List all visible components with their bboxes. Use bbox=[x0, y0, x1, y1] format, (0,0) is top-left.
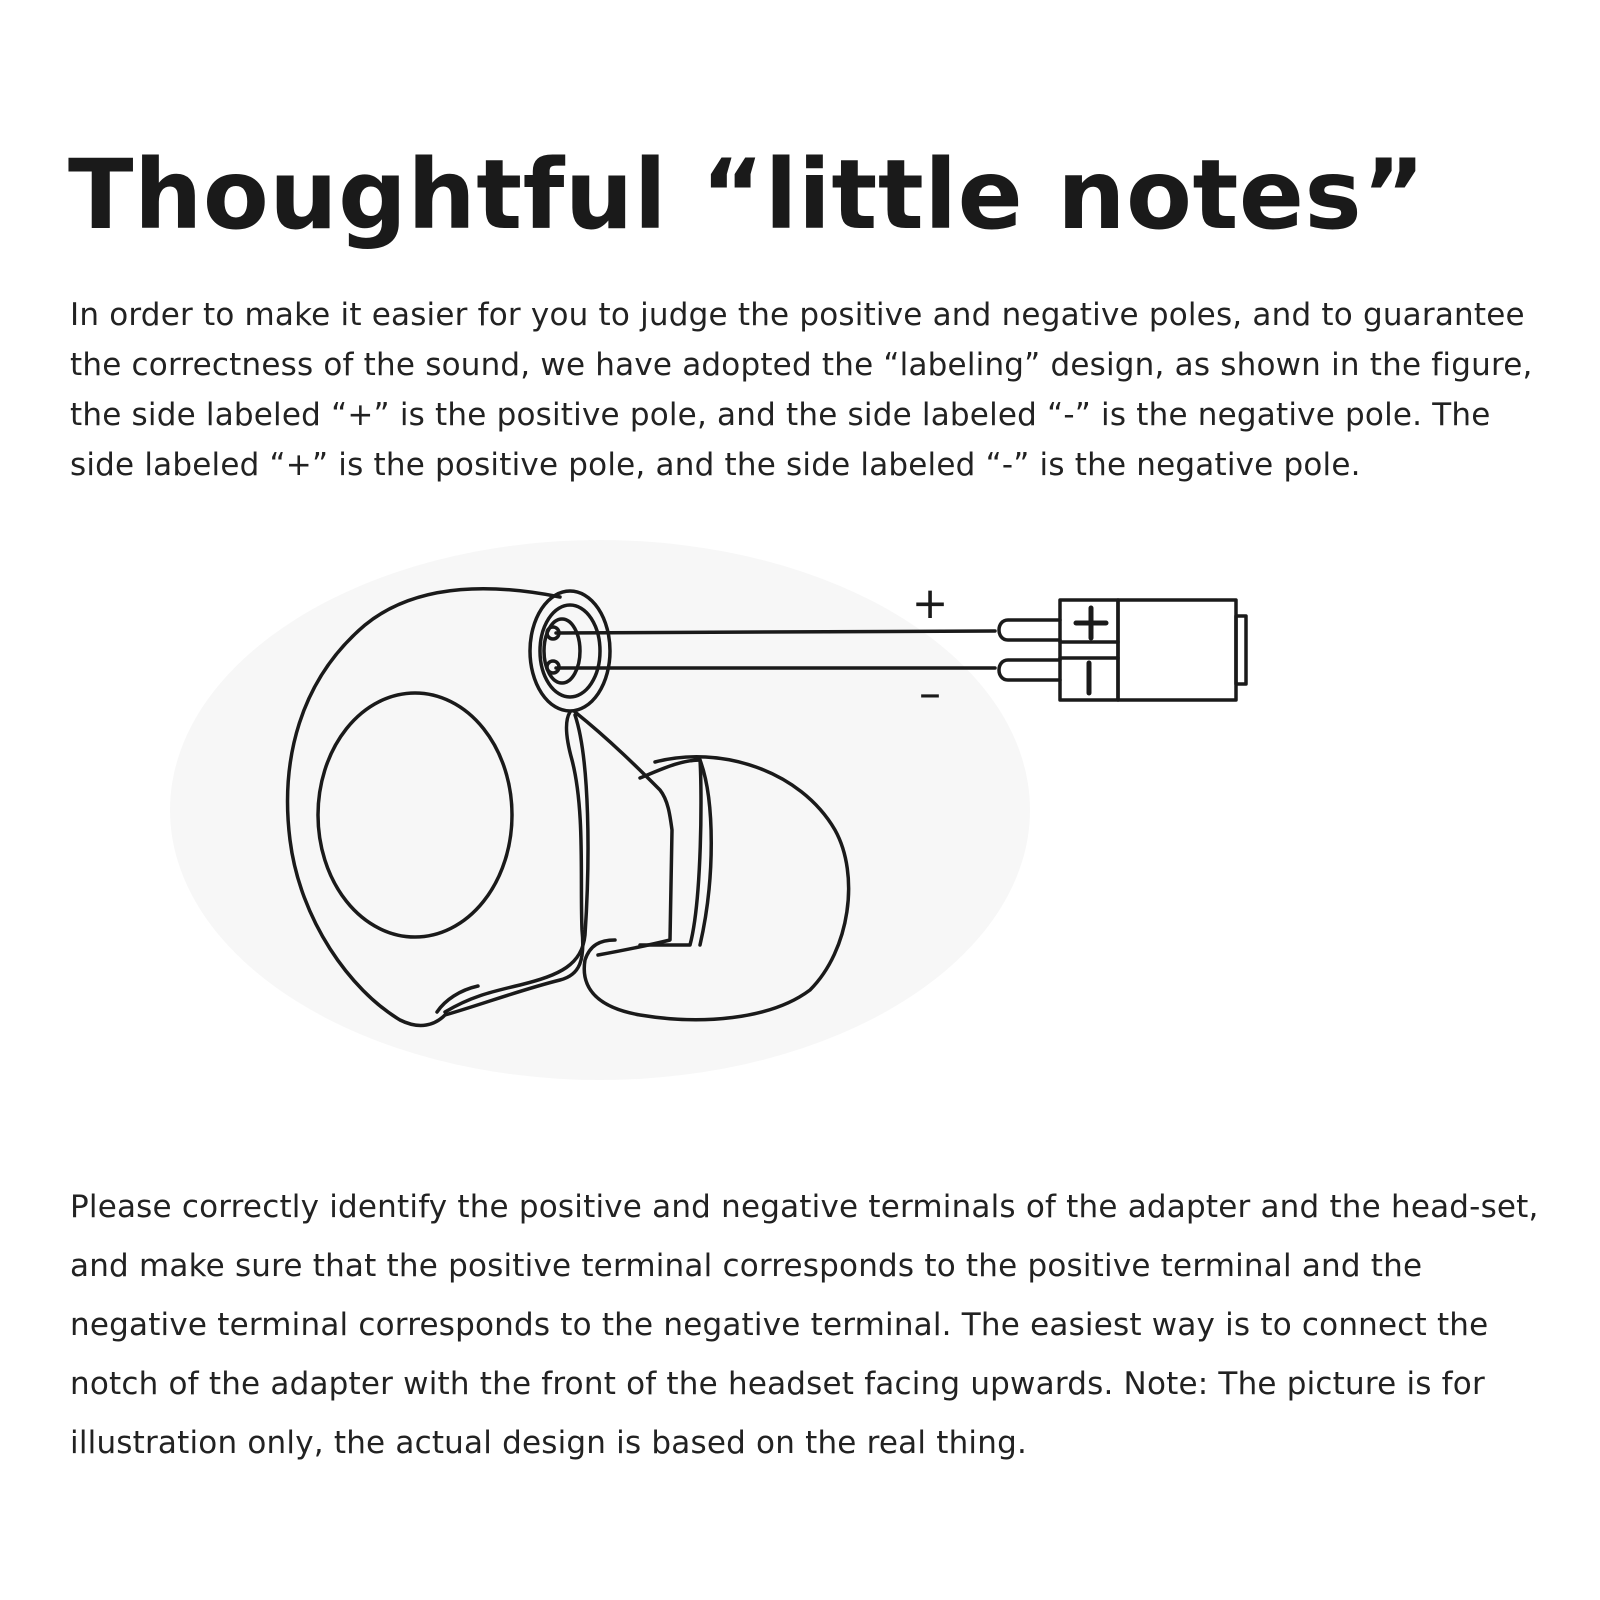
intro-paragraph: In order to make it easier for you to judge the positive and negative poles, and to guarantee the correctness of the sound, we have adopted the “labeling” design, as shown in the figure, the side labeled “+” is the positive pole, and the side labeled “-” is the negative pole. The side labeled “+” is the positive pole, and the side labeled “-” is the negative pole. bbox=[70, 297, 1533, 483]
connector-pin-positive bbox=[999, 620, 1060, 640]
negative-pole-label: – bbox=[919, 668, 941, 719]
diagram-svg bbox=[150, 540, 1370, 1120]
positive-pole-label: + bbox=[911, 578, 949, 629]
earphone-connector-diagram bbox=[150, 540, 1370, 1120]
connector-pin-negative bbox=[999, 660, 1060, 680]
positive-wire bbox=[556, 631, 995, 633]
connector-cap bbox=[1236, 616, 1246, 684]
instruction-paragraph: Please correctly identify the positive and negative terminals of the adapter and the head-set, and make sure that the positive terminal corresponds to the positive terminal and the negative terminal corresponds to the negative terminal. The easiest way is to connect the notch of the adapter with the front of the headset facing upwards. Note: The picture is for illustration only, the actual design is based on the real thing. bbox=[70, 1189, 1539, 1461]
page-title: Thoughtful “little notes” bbox=[68, 139, 1426, 251]
connector-housing bbox=[1118, 600, 1236, 700]
